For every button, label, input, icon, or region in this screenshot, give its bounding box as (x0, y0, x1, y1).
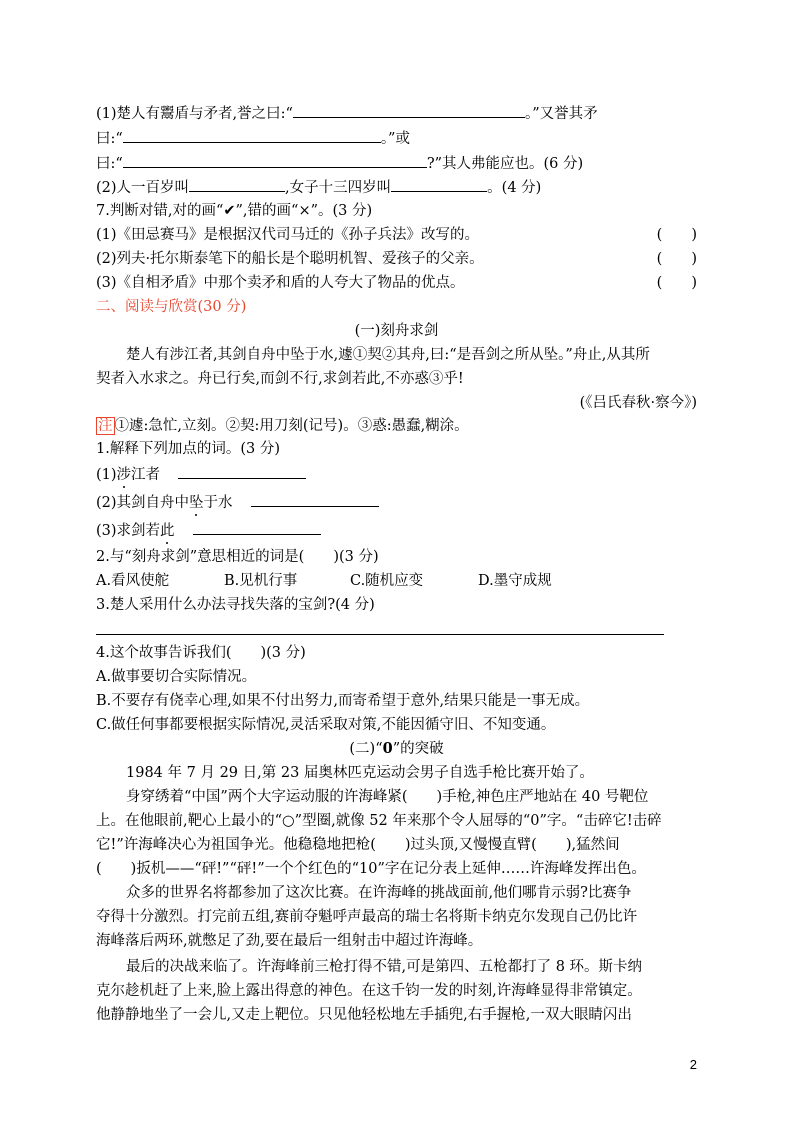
passage-2-line-11: 他静静地坐了一会儿,又走上靶位。只见他轻松地左手插兜,右手握枪,一双大眼睛闪出 (96, 1007, 632, 1023)
q7-paren-1[interactable]: ( ) (656, 227, 697, 243)
title-part-b: 0 (382, 740, 393, 757)
p1-q4: 4.这个故事告诉我们( )(3 分) (96, 645, 306, 661)
passage-1-line-1: 楚人有涉江者,其剑自舟中坠于水,遽①契②其舟,曰:“是吾剑之所从坠。”舟止,从其所 (126, 347, 650, 363)
p1-q1-item-1 (96, 464, 306, 485)
q6-line-2-text-b: 。”或 (380, 131, 410, 147)
p1-q3: 3.楚人采用什么办法寻找失落的宝剑?(4 分) (96, 597, 375, 613)
q6-line-2-text-a: 曰:“ (96, 131, 123, 147)
answer-blank[interactable] (193, 520, 321, 535)
answer-blank[interactable] (293, 103, 525, 118)
passage-2-line-1: 1984 年 7 月 29 日,第 23 届奥林匹克运动会男子自选手枪比赛开始了。 (126, 765, 594, 781)
passage-2-line-10: 克尔趁机赶了上来,脸上露出得意的神色。在这千钧一发的时刻,许海峰显得非常镇定。 (96, 983, 642, 999)
passage-2-line-6: 众多的世界名将都参加了这次比赛。在许海峰的挑战面前,他们哪肯示弱?比赛争 (126, 885, 632, 901)
p1-q4-option-a[interactable]: A.做事要切合实际情况。 (96, 669, 257, 685)
passage-1-line-2: 契者入水求之。舟已行矣,而剑不行,求剑若此,不亦惑③乎! (96, 371, 464, 387)
p1-q2-option-a[interactable]: A.看风使舵 (96, 573, 170, 589)
p1-q1: 1.解释下列加点的词。(3 分) (96, 441, 280, 457)
q6-line-4-text-c: 。(4 分) (487, 180, 542, 196)
q6-line-4-text-b: ,女子十三四岁叫 (285, 180, 392, 196)
p1-q2-option-b[interactable]: B.见机行事 (224, 573, 298, 589)
dotted-word: 坠 (189, 495, 204, 511)
q7-title: 7.判断对错,对的画“✔”,错的画“×”。(3 分) (96, 203, 373, 219)
note-tag: 注 (98, 418, 113, 434)
q7-item-3: (3)《自相矛盾》中那个卖矛和盾的人夸大了物品的优点。 (96, 275, 465, 291)
dotted-word: 此 (160, 523, 175, 539)
q7-item-1: (1)《田忌赛马》是根据汉代司马迁的《孙子兵法》改写的。 (96, 227, 480, 243)
q6-line-4-text-a: (2)人一百岁叫 (96, 180, 190, 196)
q1-item-1-prefix: (1) (96, 467, 117, 483)
q6-line-4 (96, 177, 541, 198)
p1-q4-option-b[interactable]: B.不要存有侥幸心理,如果不付出努力,而寄希望于意外,结果只能是一事无成。 (96, 693, 590, 709)
answer-blank[interactable] (123, 128, 381, 143)
p1-q2-option-c[interactable]: C.随机应变 (350, 573, 424, 589)
passage-2-line-9: 最后的决战来临了。许海峰前三枪打得不错,可是第四、五枪都打了 8 环。斯卡纳 (126, 959, 643, 975)
passage-2-line-3: 上。在他眼前,靶心上最小的“○”型圈,就像 52 年来那个令人屈辱的“0”字。“击碎它!击碎 (96, 813, 662, 829)
answer-blank[interactable] (178, 464, 306, 479)
q6-line-3-text-a: 曰:“ (96, 156, 123, 172)
note-text: ①遽:急忙,立刻。②契:用刀刻(记号)。③惑:愚蠢,糊涂。 (114, 418, 469, 434)
p1-q2-option-d[interactable]: D.墨守成规 (478, 573, 552, 589)
passage-1-title: (一)刻舟求剑 (354, 323, 439, 339)
q7-paren-3[interactable]: ( ) (656, 275, 697, 291)
passage-2-line-7: 夺得十分激烈。打完前五组,赛前夺魁呼声最高的瑞士名将斯卡纳克尔发现自己仍比许 (96, 909, 638, 925)
passage-1-source: (《吕氏春秋·察今》) (579, 395, 697, 411)
p1-q1-item-3 (96, 520, 321, 541)
q7-item-2: (2)列夫·托尔斯泰笔下的船长是个聪明机智、爱孩子的父亲。 (96, 251, 484, 267)
answer-blank[interactable] (189, 177, 285, 192)
p1-q2: 2.与“刻舟求剑”意思相近的词是( )(3 分) (96, 549, 379, 565)
q6-line-1-text-a: (1)楚人有鬻盾与矛者,誉之曰:“ (96, 106, 293, 122)
q7-paren-2[interactable]: ( ) (656, 251, 697, 267)
title-part-a: (二)“ (349, 741, 383, 757)
passage-1-note (96, 416, 469, 436)
q1-item-2-prefix: (2)其剑自舟中 (96, 495, 190, 511)
q1-item-2-suffix: 于水 (203, 495, 233, 511)
dotted-word: 涉 (116, 467, 132, 483)
passage-2-line-5: ( )扳机——“砰!”“砰!”一个个红色的“10”字在记分表上延伸……许海峰发挥出色。 (96, 861, 646, 877)
q6-line-3-text-b: ?”其人弗能应也。(6 分) (426, 156, 584, 172)
p1-q4-option-c[interactable]: C.做任何事都要根据实际情况,灵活采取对策,不能因循守旧、不知变通。 (96, 717, 556, 733)
section-heading: 二、阅读与欣赏(30 分) (96, 299, 247, 315)
passage-2-line-8: 海峰落后两环,就憋足了劲,要在最后一组射击中超过许海峰。 (96, 933, 483, 949)
answer-blank[interactable] (123, 153, 427, 168)
q6-line-2 (96, 128, 410, 149)
page-number: 2 (689, 1057, 697, 1072)
p1-q1-item-2 (96, 492, 379, 513)
passage-2-line-4: 它!”许海峰决心为祖国争光。他稳稳地把枪( )过头顶,又慢慢直臂( ),猛然间 (96, 837, 620, 853)
q6-line-1-text-b: 。”又誉其矛 (524, 106, 598, 122)
answer-line[interactable] (96, 634, 664, 635)
answer-blank[interactable] (251, 492, 379, 507)
passage-2-line-2: 身穿绣着“中国”两个大字运动服的许海峰紧( )手枪,神色庄严地站在 40 号靶位 (126, 789, 649, 805)
passage-2-title (0, 739, 793, 759)
q1-item-1-suffix: 江者 (131, 467, 161, 483)
q6-line-1 (96, 103, 598, 124)
answer-blank[interactable] (391, 177, 487, 192)
q6-line-3 (96, 153, 583, 174)
q1-item-3-prefix: (3)求剑若 (96, 523, 161, 539)
title-part-c: ”的突破 (392, 741, 444, 757)
